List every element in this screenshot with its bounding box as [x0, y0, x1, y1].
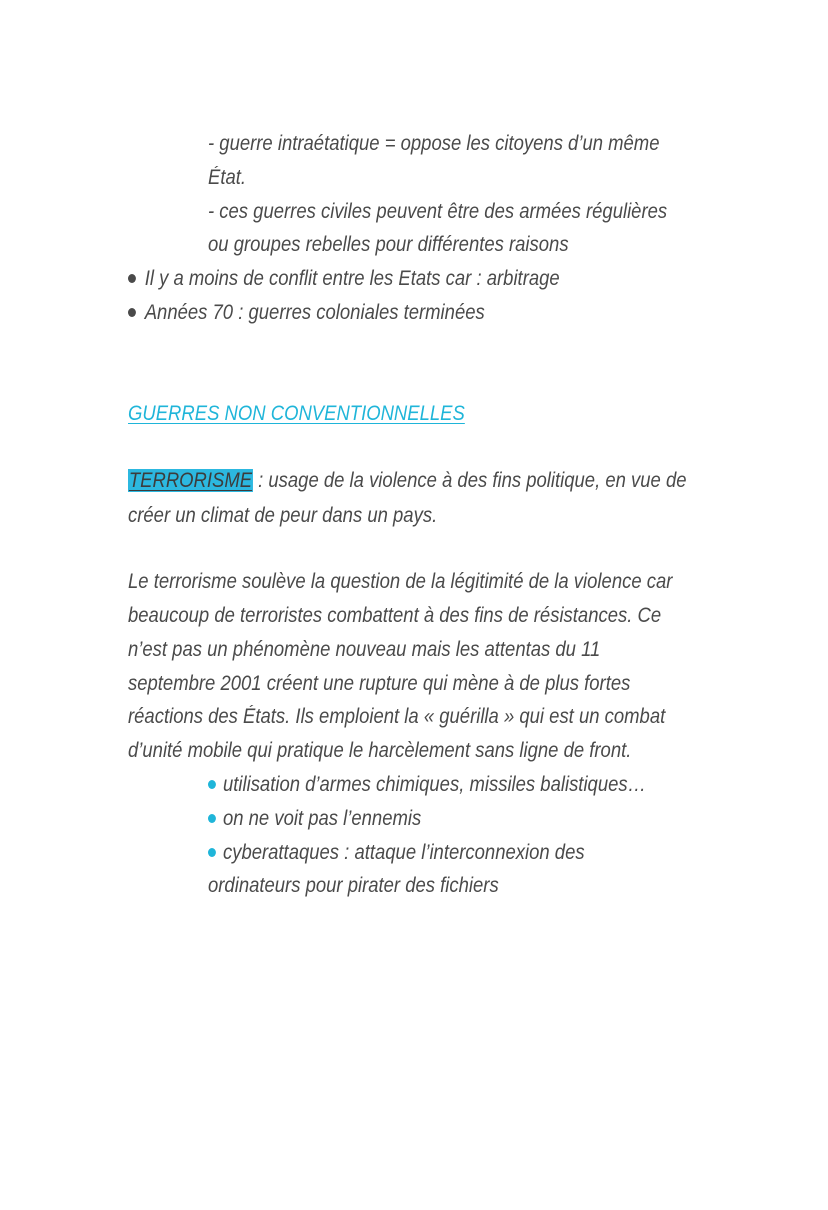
- definition-text: : usage de la violence à des fins politique, en vue de: [252, 469, 687, 492]
- paragraph-line: septembre 2001 créent une rupture qui mène à de plus fortes: [128, 672, 631, 695]
- paragraph-line: n’est pas un phénomène nouveau mais les attentas du 11: [128, 638, 601, 661]
- sub-bullet-text: on ne voit pas l’ennemis: [222, 807, 422, 830]
- section-heading: GUERRES NON CONVENTIONNELLES: [128, 402, 465, 425]
- bullet-dot-icon: [208, 848, 216, 857]
- definition-line-1: [128, 464, 687, 498]
- definition-line-2: créer un climat de peur dans un pays.: [128, 504, 438, 527]
- sub-bullet-continuation: ordinateurs pour pirater des fichiers: [208, 874, 499, 897]
- bullet-dot-icon: [128, 308, 136, 317]
- bullet-dot-icon: [128, 274, 136, 283]
- intro-line-4: ou groupes rebelles pour différentes raisons: [208, 233, 569, 256]
- paragraph-line: Le terrorisme soulève la question de la légitimité de la violence car: [128, 570, 673, 593]
- paragraph-line: d’unité mobile qui pratique le harcèlement sans ligne de front.: [128, 739, 632, 762]
- bullet-dot-icon: [208, 780, 216, 789]
- intro-line-2: État.: [208, 166, 247, 189]
- highlighted-term: TERRORISME: [128, 469, 253, 492]
- bullet-text: Années 70 : guerres coloniales terminées: [144, 301, 485, 324]
- bullet-item: [128, 296, 485, 330]
- bullet-text: Il y a moins de conflit entre les Etats car : arbitrage: [144, 267, 560, 290]
- paragraph-line: beaucoup de terroristes combattent à des fins de résistances. Ce: [128, 604, 662, 627]
- bullet-dot-icon: [208, 814, 216, 823]
- sub-bullet-text: cyberattaques : attaque l’interconnexion des: [222, 841, 585, 864]
- sub-bullet-item: [208, 802, 421, 836]
- bullet-item: [128, 262, 560, 296]
- sub-bullet-item: [208, 836, 585, 870]
- paragraph-line: réactions des États. Ils emploient la « guérilla » qui est un combat: [128, 705, 666, 728]
- sub-bullet-text: utilisation d’armes chimiques, missiles balistiques…: [222, 773, 647, 796]
- intro-line-1: - guerre intraétatique = oppose les citoyens d’un même: [208, 132, 660, 155]
- sub-bullet-item: [208, 768, 646, 802]
- intro-line-3: - ces guerres civiles peuvent être des armées régulières: [208, 200, 668, 223]
